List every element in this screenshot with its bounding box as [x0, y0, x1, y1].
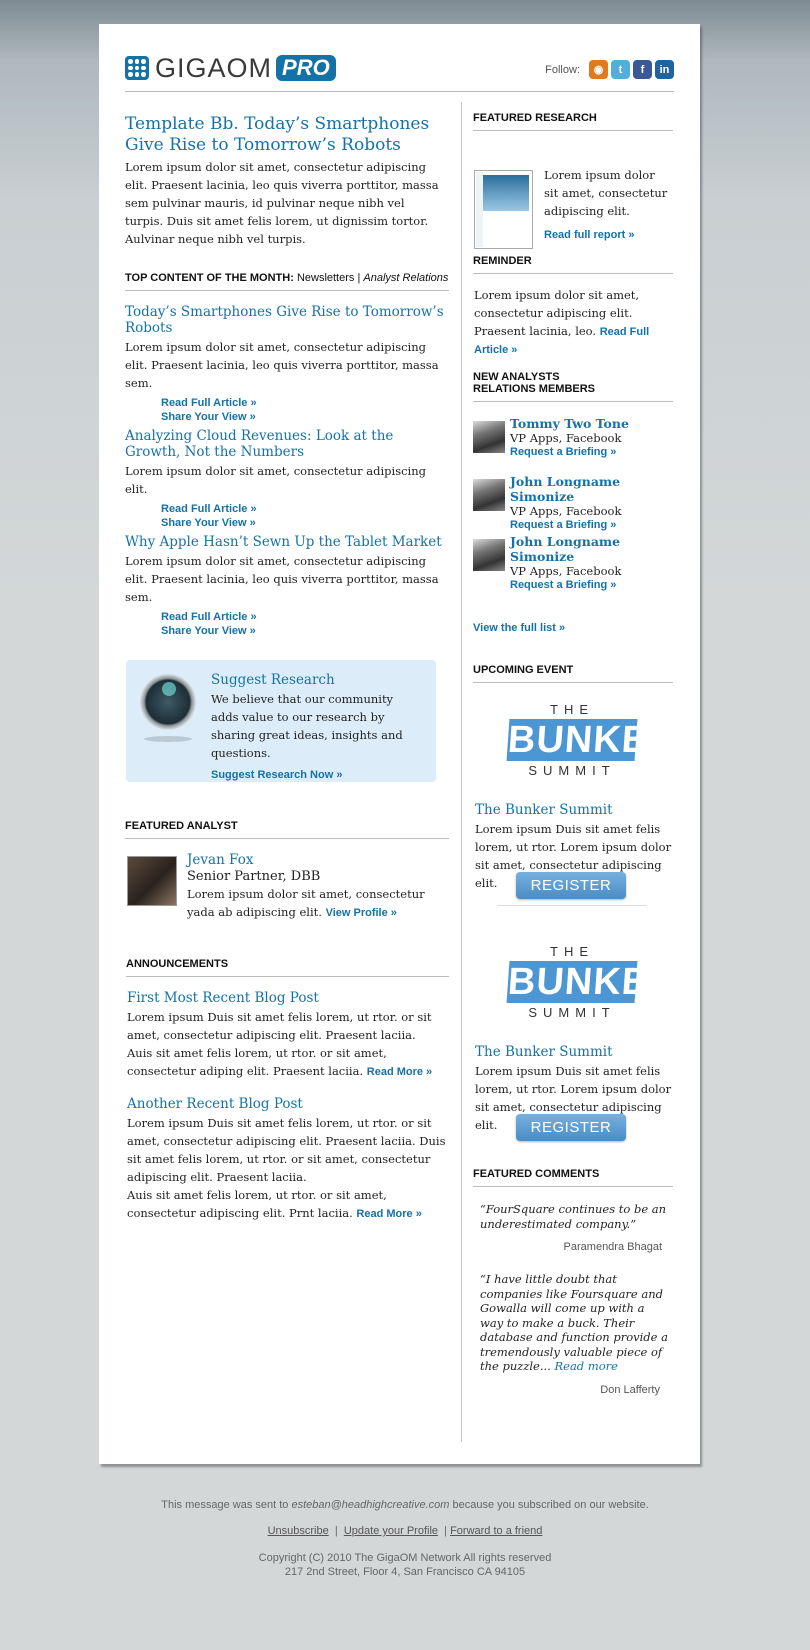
read-full-article-link[interactable]: Read Full Article » — [161, 611, 257, 623]
share-your-view-link[interactable]: Share Your View » — [161, 517, 256, 529]
event-title[interactable]: The Bunker Summit — [475, 1044, 613, 1060]
read-full-report-link[interactable]: Read full report » — [544, 229, 635, 241]
blog-post — [127, 1096, 449, 1222]
reminder-heading: REMINDER — [473, 255, 673, 274]
share-your-view-link[interactable]: Share Your View » — [161, 411, 256, 423]
comment-item — [480, 1202, 670, 1253]
comment-quote: “I have little doubt that companies like Foursquare and Gowalla will come up with a way to make a buck. Their database and function provide a tremendously valuable piece of the puzzle... — [480, 1272, 668, 1373]
tab-separator: | — [357, 272, 361, 284]
reminder — [474, 286, 674, 358]
blog-post-body: Lorem ipsum Duis sit amet felis lorem, ut rtor. or sit amet, consectetur adipiscing elit. Praesent laciia. Duis sit amet felis lorem, ut rtor. or sit amet, consectetur adipiscing elit. Praesent laciia. — [127, 1116, 446, 1184]
research-body: Lorem ipsum dolor sit amet, consectetur adipiscing elit. — [544, 168, 668, 218]
featured-analyst-heading: FEATURED ANALYST — [125, 820, 449, 839]
comment-author: Paramendra Bhagat — [563, 1241, 662, 1253]
footer-separator: | — [334, 1525, 338, 1537]
blog-post-title[interactable]: First Most Recent Blog Post — [127, 990, 319, 1006]
featured-research-heading: FEATURED RESEARCH — [473, 112, 673, 131]
member-name[interactable]: Tommy Two Tone — [510, 416, 629, 431]
logo-bunker: BUNKER — [506, 961, 679, 1003]
member-role: VP Apps, Facebook — [510, 564, 622, 578]
member-role: VP Apps, Facebook — [510, 504, 622, 518]
logo-the: THE — [550, 702, 594, 717]
member-name[interactable]: John Longname Simonize — [510, 474, 621, 504]
suggest-body: We believe that our community adds value to our research by sharing great ideas, insights and questions. — [211, 692, 403, 760]
read-more-link[interactable]: Read More » — [366, 1066, 433, 1078]
view-profile-link[interactable]: View Profile » — [325, 907, 397, 919]
footer-email: esteban@headhighcreative.com — [291, 1499, 450, 1511]
event-title[interactable]: The Bunker Summit — [475, 802, 613, 818]
comment-item — [480, 1272, 670, 1396]
share-your-view-link[interactable]: Share Your View » — [161, 625, 256, 637]
footer-links — [0, 1525, 810, 1537]
rss-icon[interactable]: ◉ — [589, 60, 608, 79]
lead-body: Lorem ipsum dolor sit amet, consectetur adipiscing elit. Praesent lacinia, leo quis viverra porttitor, massa sem pulvinar mauris, id pulvinar neque nibh vel turpis. Duis sit amet felis lorem, ut dignissim tortor. Aulvinar neque nibh vel turpis. — [125, 160, 439, 246]
member-item — [473, 534, 675, 592]
logo-the: THE — [550, 944, 594, 959]
read-more-link[interactable]: Read More » — [356, 1208, 422, 1220]
upcoming-event-heading: UPCOMING EVENT — [473, 664, 673, 683]
lead-story — [125, 114, 445, 248]
comment-quote: “FourSquare continues to be an underestimated company.” — [480, 1202, 667, 1231]
bunker-summit-logo[interactable] — [492, 702, 679, 786]
suggest-title: Suggest Research — [211, 672, 335, 688]
analyst-role: Senior Partner, DBB — [187, 869, 321, 884]
article-body: Lorem ipsum dolor sit amet, consectetur adipiscing elit. — [125, 464, 426, 496]
footer-sent-prefix: This message was sent to — [161, 1499, 289, 1511]
column-divider — [461, 102, 462, 1442]
footer-address: 217 2nd Street, Floor 4, San Francisco CA 94105 — [284, 1566, 526, 1578]
request-briefing-link[interactable]: Request a Briefing » — [510, 579, 617, 591]
article-title[interactable]: Today’s Smartphones Give Rise to Tomorrow’s Robots — [125, 304, 444, 336]
top-content-heading — [125, 272, 449, 291]
footer-copyright: Copyright (C) 2010 The GigaOM Network All rights reserved — [258, 1552, 552, 1564]
article-title[interactable]: Analyzing Cloud Revenues: Look at the Growth, Not the Numbers — [125, 428, 394, 460]
member-avatar — [473, 421, 505, 453]
article-body: Lorem ipsum dolor sit amet, consectetur adipiscing elit. Praesent lacinia, leo quis viverra porttitor, massa sem. — [125, 554, 439, 604]
logo-text: GIGAOM — [155, 52, 273, 83]
analyst-name[interactable]: Jevan Fox — [187, 852, 254, 868]
member-item — [473, 416, 675, 459]
unsubscribe-link[interactable]: Unsubscribe — [267, 1525, 329, 1537]
logo-summit: SUMMIT — [528, 763, 616, 778]
event-body: Lorem ipsum Duis sit amet felis lorem, ut rtor. Lorem ipsum dolor sit amet, consectetur adipiscing elit. — [475, 822, 672, 890]
member-item — [473, 474, 675, 532]
analyst-body: Lorem ipsum dolor sit amet, consectetur yada ab adipiscing elit. — [187, 887, 425, 919]
member-role: VP Apps, Facebook — [510, 431, 622, 445]
announcements-heading: ANNOUNCEMENTS — [126, 958, 449, 977]
new-members-heading — [473, 371, 673, 402]
reminder-body: Lorem ipsum dolor sit amet, consectetur adipiscing elit. Praesent lacinia, leo. — [474, 288, 640, 338]
bunker-summit-logo[interactable] — [492, 944, 679, 1028]
blog-post-title[interactable]: Another Recent Blog Post — [127, 1096, 303, 1112]
logo-bunker: BUNKER — [506, 719, 679, 761]
tab-analyst-relations[interactable]: Analyst Relations — [363, 272, 449, 284]
event-divider — [497, 905, 647, 906]
email-body — [99, 24, 700, 1464]
lead-title[interactable]: Template Bb. Today’s Smartphones Give Rise to Tomorrow’s Robots — [125, 114, 430, 155]
radar-shadow — [144, 736, 192, 742]
follow-bar — [545, 60, 674, 79]
reminder-read-link[interactable]: Read Full Article » — [474, 326, 650, 356]
blog-post — [127, 990, 449, 1080]
featured-analyst — [187, 852, 443, 921]
request-briefing-link[interactable]: Request a Briefing » — [510, 519, 617, 531]
footer-sent-to — [0, 1499, 810, 1511]
article-body: Lorem ipsum dolor sit amet, consectetur adipiscing elit. Praesent lacinia, leo quis viverra porttitor, massa sem. — [125, 340, 439, 390]
suggest-research-link[interactable]: Suggest Research Now » — [211, 769, 343, 781]
gigaom-logo-icon — [125, 56, 149, 80]
blog-post-body: Auis sit amet felis lorem, ut rtor. or sit amet, consectetur adiping elit. Praesent laciia. — [127, 1046, 387, 1078]
article-item — [125, 304, 447, 424]
member-avatar — [473, 539, 505, 571]
suggest-research-panel — [126, 660, 436, 782]
register-button[interactable]: REGISTER — [516, 1114, 626, 1141]
view-full-list-link[interactable]: View the full list » — [473, 622, 566, 634]
linkedin-icon[interactable]: in — [655, 60, 674, 79]
follow-label: Follow: — [545, 63, 580, 76]
gigaom-pro-logo[interactable] — [125, 54, 336, 82]
top-content-label: TOP CONTENT OF THE MONTH: — [125, 272, 294, 284]
footer-separator: | — [444, 1525, 447, 1537]
request-briefing-link[interactable]: Request a Briefing » — [510, 446, 617, 458]
article-title[interactable]: Why Apple Hasn’t Sewn Up the Tablet Market — [125, 534, 442, 550]
article-item — [125, 534, 447, 638]
blog-post-body: Lorem ipsum Duis sit amet felis lorem, ut rtor. or sit amet, consectetur adipiscing elit. Praesent laciia. — [127, 1010, 432, 1042]
read-full-article-link[interactable]: Read Full Article » — [161, 397, 257, 409]
facebook-icon[interactable]: f — [633, 60, 652, 79]
report-cover-image[interactable] — [474, 170, 533, 249]
featured-research — [544, 166, 672, 242]
comment-author: Don Lafferty — [600, 1383, 660, 1396]
new-members-heading-line1: NEW ANALYSTS — [473, 371, 560, 383]
new-members-heading-line2: RELATIONS MEMBERS — [473, 383, 596, 395]
article-item — [125, 428, 447, 530]
forward-to-friend-link[interactable]: Forward to a friend — [450, 1525, 543, 1537]
register-button[interactable]: REGISTER — [516, 872, 626, 899]
twitter-icon[interactable]: t — [611, 60, 630, 79]
logo-summit: SUMMIT — [528, 1005, 616, 1020]
radar-icon — [140, 674, 196, 730]
logo-pro-badge: PRO — [276, 55, 336, 81]
read-more-link[interactable]: Read more — [554, 1359, 618, 1373]
member-avatar — [473, 479, 505, 511]
member-name[interactable]: John Longname Simonize — [510, 534, 621, 564]
header-divider — [125, 91, 674, 92]
read-full-article-link[interactable]: Read Full Article » — [161, 503, 257, 515]
featured-comments-heading: FEATURED COMMENTS — [473, 1168, 673, 1187]
tab-newsletters[interactable]: Newsletters — [296, 272, 355, 284]
update-profile-link[interactable]: Update your Profile — [343, 1525, 439, 1537]
blog-post-body: Auis sit amet felis lorem, ut rtor. or sit amet, consectetur adipiscing elit. Prnt laciia. — [127, 1188, 387, 1220]
footer-sent-suffix: because you subscribed on our website. — [452, 1499, 649, 1511]
analyst-photo — [127, 856, 177, 906]
event-body: Lorem ipsum Duis sit amet felis lorem, ut rtor. Lorem ipsum dolor sit amet, consectetur adipiscing elit. — [475, 1064, 672, 1132]
